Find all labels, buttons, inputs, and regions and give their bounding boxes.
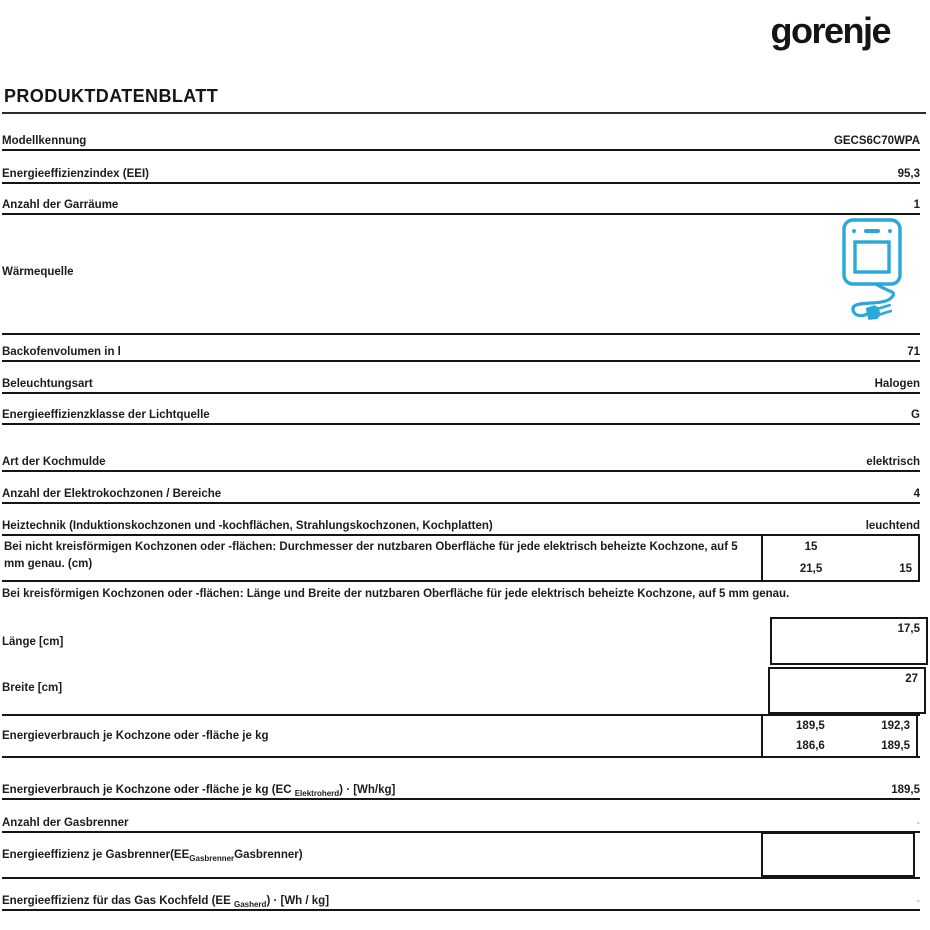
label-subscript: Elektroherd: [294, 789, 340, 798]
value-box-gasbrenner-ee-empty: [761, 832, 915, 877]
spec-row-modellkennung: [2, 128, 920, 151]
spec-label: Backofenvolumen in l: [2, 346, 121, 358]
spec-label: Art der Kochmulde: [2, 456, 106, 468]
spec-label: Anzahl der Elektrokochzonen / Bereiche: [2, 488, 222, 500]
label-text: ) · [Wh / kg]: [266, 895, 330, 907]
spec-label-breite: Breite [cm]: [2, 682, 63, 694]
box-cell: 192,3: [881, 720, 910, 732]
box-cell: 186,6: [796, 740, 825, 752]
spec-label-laenge: Länge [cm]: [2, 636, 64, 648]
spec-value: elektrisch: [866, 456, 920, 468]
spec-label: [2, 784, 395, 796]
spec-row-heiztechnik: [2, 512, 920, 536]
spec-label: Energieverbrauch je Kochzone oder -fläche je kg: [2, 730, 269, 742]
spec-value: 71: [907, 346, 920, 358]
title-divider: [2, 112, 926, 114]
spec-value: 189,5: [891, 784, 920, 796]
label-subscript: Gasbrenner: [189, 853, 235, 863]
spec-label: Beleuchtungsart: [2, 378, 93, 390]
spec-label: Anzahl der Gasbrenner: [2, 817, 129, 829]
spec-label: Energieeffizienzindex (EEI): [2, 168, 149, 180]
label-text: Energieeffizienz je Gasbrenner(EE: [2, 848, 190, 861]
value-box-durchmesser: [761, 534, 920, 580]
spec-label: Anzahl der Garräume: [2, 199, 119, 211]
box-cell: 27: [905, 673, 918, 685]
spec-row-energieverbrauch-ec: [2, 775, 920, 800]
spec-row-gas-kochfeld-ee: [2, 886, 920, 911]
gorenje-logo: gorenje: [770, 10, 890, 51]
value-box-breite: [768, 667, 926, 714]
spec-row-beleuchtung: [2, 370, 920, 394]
spec-label: [2, 895, 329, 907]
spec-row-elektrokochzonen: [2, 480, 920, 504]
label-text: Energieverbrauch je Kochzone oder -fläche je kg (EC: [2, 784, 295, 796]
spec-label: Energieeffizienzklasse der Lichtquelle: [2, 409, 210, 421]
label-text: Gasbrenner): [234, 848, 303, 861]
oven-plug-icon: [840, 218, 904, 335]
spec-row-kreisfoermig: [2, 586, 897, 603]
page-title: PRODUKTDATENBLATT: [4, 86, 219, 106]
spec-value: leuchtend: [865, 520, 920, 532]
value-box-laenge: [770, 617, 928, 665]
box-cell: 189,5: [881, 740, 910, 752]
spec-value: G: [911, 409, 920, 421]
spec-label: [2, 849, 303, 861]
spec-label: Wärmequelle: [2, 265, 74, 278]
spec-value: 1: [913, 199, 920, 211]
spec-value: -: [916, 896, 920, 907]
spec-row-volumen: [2, 338, 920, 362]
box-cell: 21,5: [799, 563, 823, 575]
spec-value: 4: [913, 488, 920, 500]
spec-row-kochmulde: [2, 448, 920, 472]
label-subscript: Gasherd: [233, 900, 267, 909]
spec-row-gasbrenner-anzahl: [2, 808, 920, 833]
value-box-energieverbrauch: [761, 714, 918, 758]
spec-row-nicht-kreisfoermig: [2, 534, 920, 582]
spec-label: Heiztechnik (Induktionskochzonen und -kochflächen, Strahlungskochzonen, Kochplatten): [2, 520, 493, 532]
box-cell: 17,5: [897, 623, 920, 635]
box-cell: 15: [899, 563, 912, 575]
label-text: ) · [Wh/kg]: [339, 784, 396, 796]
spec-row-lichtquelle: [2, 401, 920, 425]
label-text: Energieeffizienz für das Gas Kochfeld (EE: [2, 895, 234, 907]
box-cell: 15: [804, 541, 818, 553]
spec-label: Bei nicht kreisförmigen Kochzonen oder -flächen: Durchmesser der nutzbaren Oberfläche für jede elektrisch beheizte Kochzone, auf 5 mm genau. (cm): [4, 541, 738, 570]
spec-value: GECS6C70WPA: [833, 135, 920, 147]
spec-row-eei: [2, 160, 920, 184]
spec-value: Halogen: [874, 378, 920, 390]
spec-label: Modellkennung: [2, 135, 87, 147]
spec-value: 95,3: [897, 168, 920, 180]
spec-value: -: [916, 818, 920, 829]
box-cell: 189,5: [796, 720, 825, 732]
spec-label: Bei kreisförmigen Kochzonen oder -flächen: Länge und Breite der nutzbaren Oberfläche für jede elektrisch beheizte Kochzone, auf 5 mm genau.: [2, 588, 790, 600]
spec-row-waermequelle: [2, 212, 920, 335]
